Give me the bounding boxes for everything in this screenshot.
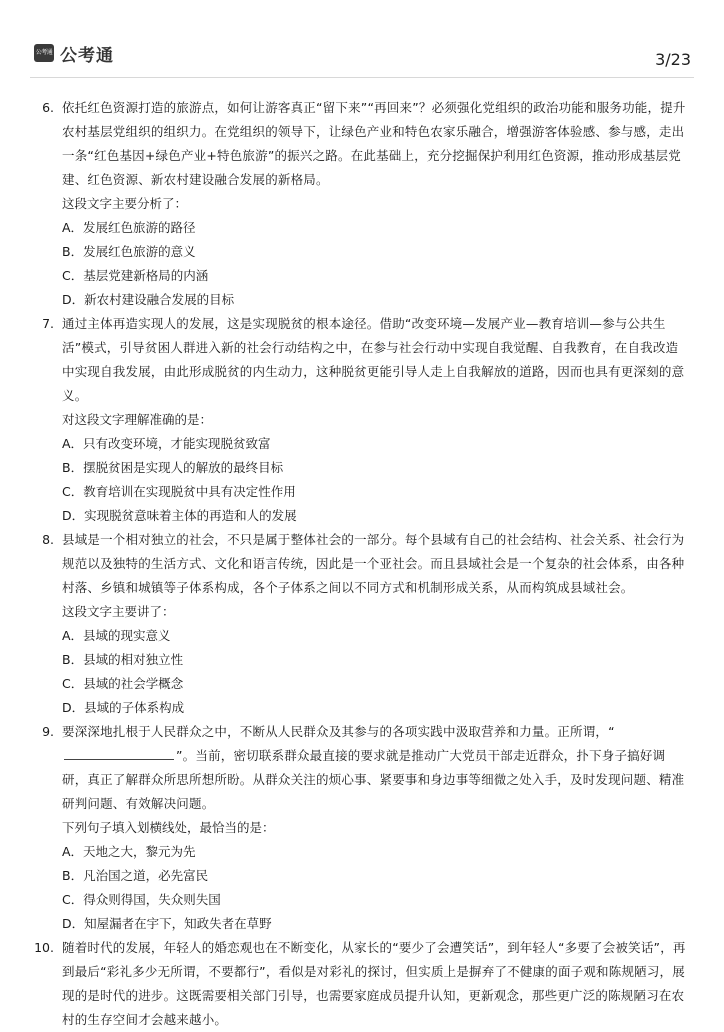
question-stem: 县域是一个相对独立的社会，不只是属于整体社会的一部分。每个县域有自己的社会结构、社会关系、社会行为规范以及独特的生活方式、文化和语言传统，因此是一个亚社会。而且县域社会是一个复杂的社会体系，由各种村落、乡镇和城镇等子体系构成，各个子体系之间以不同方式和机制形成关系，从而构筑成县域社会。 [62,532,685,595]
question-number: 7. [42,316,54,331]
option-c[interactable]: C．县域的社会学概念 [62,676,184,691]
question-prompt: 这段文字主要讲了： [62,604,175,619]
question-stem: 依托红色资源打造的旅游点，如何让游客真正“留下来”“再回来”？必须强化党组织的政治功能和服务功能，提升农村基层党组织的组织力。在党组织的领导下，让绿色产业和特色农家乐融合，增强游客体验感、参与感，走出一条“红色基因+绿色产业+特色旅游”的振兴之路。在此基础上，充分挖掘保护利用红色资源，推动形成基层党建、红色资源、新农村建设融合发展的新格局。 [62,100,686,187]
question-9 [0,720,724,936]
page-number: 3/23 [655,50,691,69]
stem-part-2: ”。当前，密切联系群众最直接的要求就是推动广大党员干部走近群众，扑下身子搞好调研，真正了解群众所思所想所盼。从群众关注的烦心事、紧要事和身边事等细微之处入手，及时发现问题、精准研判问题、有效解决问题。 [62,748,685,811]
question-7 [0,312,724,528]
question-6 [0,96,724,312]
question-number: 10. [34,940,54,955]
option-c[interactable]: C．得众则得国，失众则失国 [62,892,221,907]
stem-part-1: 要深深地扎根于人民群众之中，不断从人民群众及其参与的各项实践中汲取营养和力量。正所谓，“ [62,724,615,739]
question-prompt: 对这段文字理解准确的是： [62,412,213,427]
option-d[interactable]: D．县域的子体系构成 [62,700,185,715]
logo-text: 公考通 [60,46,114,66]
option-b[interactable]: B．摆脱贫困是实现人的解放的最终目标 [62,460,284,475]
header-divider [30,77,694,78]
question-stem [62,720,690,816]
question-number: 9. [42,724,54,739]
question-number: 8. [42,532,54,547]
option-b[interactable]: B．县域的相对独立性 [62,652,184,667]
option-a[interactable]: A．天地之大，黎元为先 [62,844,196,859]
question-stem: 随着时代的发展，年轻人的婚恋观也在不断变化，从家长的“要少了会遭笑话”，到年轻人“多要了会被笑话”，再到最后“彩礼多少无所谓，不要都行”，看似是对彩礼的探讨，但实质上是摒弃了不健康的面子观和陈规陋习，展现的是时代的进步。这既需要相关部门引导，也需要家庭成员提升认知，更新观念，那些更广泛的陈规陋习在农村的生存空间才会越来越小。 [62,940,686,1027]
question-stem: 通过主体再造实现人的发展，这是实现脱贫的根本途径。借助“改变环境—发展产业—教育培训—参与公共生活”模式，引导贫困人群进入新的社会行动结构之中，在参与社会行动中实现自我觉醒、自我教育，在自我改造中实现自我发展，由此形成脱贫的内生动力，这种脱贫更能引导人走上自我解放的道路，因而也具有更深刻的意义。 [62,316,685,403]
option-c[interactable]: C．基层党建新格局的内涵 [62,268,209,283]
option-c[interactable]: C．教育培训在实现脱贫中具有决定性作用 [62,484,296,499]
option-d[interactable]: D．知屋漏者在宇下，知政失者在草野 [62,916,272,931]
page-header [0,0,724,80]
question-list [0,96,724,1032]
option-d[interactable]: D．新农村建设融合发展的目标 [62,292,235,307]
option-a[interactable]: A．只有改变环境，才能实现脱贫致富 [62,436,271,451]
logo-icon: 公考通 [34,44,54,62]
question-prompt: 这段文字主要分析了： [62,196,188,211]
question-number: 6. [42,100,54,115]
question-prompt: 下列句子填入划横线处，最恰当的是： [62,820,275,835]
option-b[interactable]: B．凡治国之道，必先富民 [62,868,209,883]
question-8 [0,528,724,720]
option-b[interactable]: B．发展红色旅游的意义 [62,244,196,259]
option-d[interactable]: D．实现脱贫意味着主体的再造和人的发展 [62,508,297,523]
question-10 [0,936,724,1032]
fill-in-blank [64,746,174,760]
option-a[interactable]: A．发展红色旅游的路径 [62,220,196,235]
option-a[interactable]: A．县域的现实意义 [62,628,171,643]
